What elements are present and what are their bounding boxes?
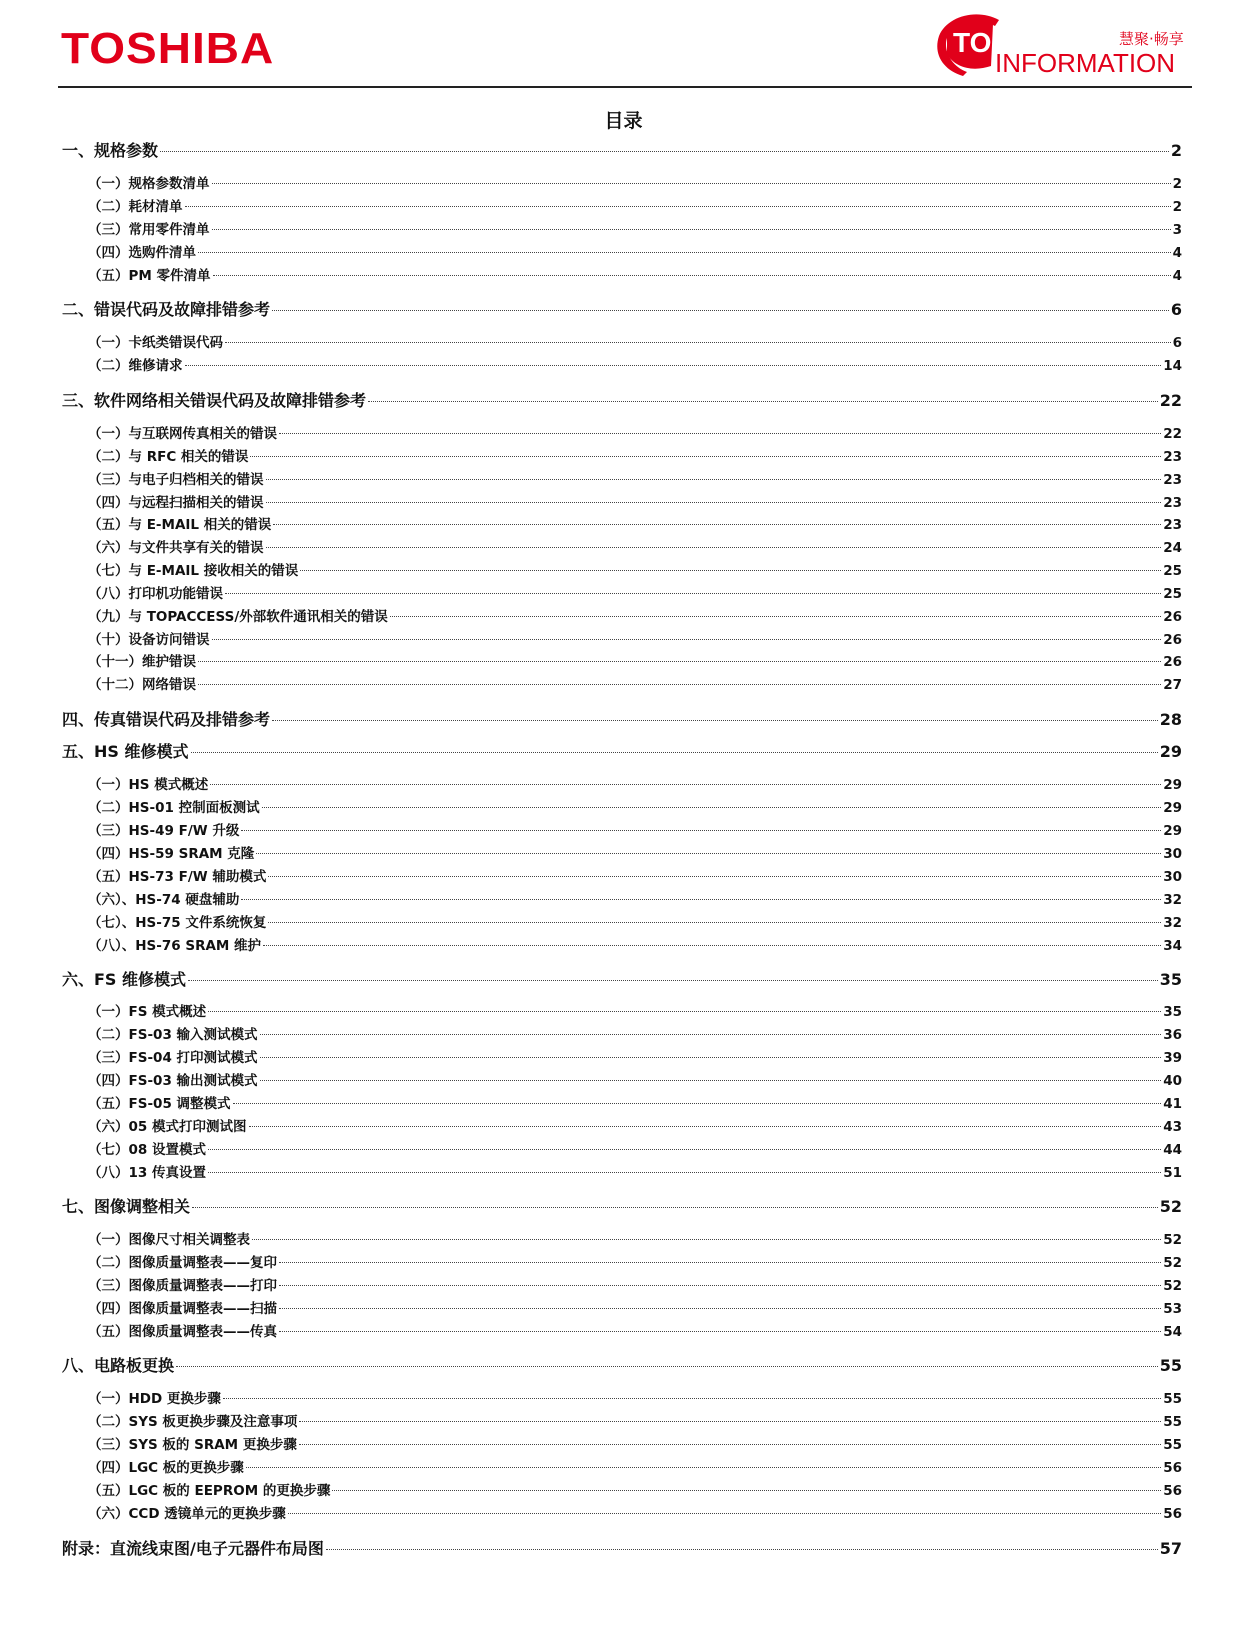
toc-entry-label: （三）常用零件清单 [88, 222, 210, 238]
dot-leader [212, 229, 1171, 230]
dot-leader [223, 1398, 1161, 1399]
toc-entry-page: 24 [1163, 540, 1182, 556]
dot-leader [299, 1421, 1161, 1422]
toc-subsection[interactable] [88, 865, 1182, 885]
dot-leader [198, 661, 1161, 662]
toc-entry-page: 6 [1170, 300, 1182, 319]
toc-entry-label: （一）HDD 更换步骤 [88, 1391, 221, 1407]
dot-leader [249, 1126, 1162, 1127]
dot-leader [299, 1444, 1161, 1445]
toc-entry-label: （一）FS 模式概述 [88, 1004, 207, 1020]
toc-entry-page: 30 [1163, 846, 1182, 862]
toc-entry-page: 56 [1163, 1460, 1182, 1476]
toc-entry-label: （六）、HS-74 硬盘辅助 [88, 892, 240, 908]
toc-subsection[interactable] [88, 1138, 1182, 1158]
toc-subsection[interactable] [88, 1161, 1182, 1181]
toc-entry-page: 35 [1159, 970, 1182, 989]
toc-subsection[interactable] [88, 1433, 1182, 1453]
toc-entry-label: （二）SYS 板更换步骤及注意事项 [88, 1414, 298, 1430]
toc-entry-page: 29 [1163, 823, 1182, 839]
toc-entry-page: 51 [1163, 1165, 1182, 1181]
toc-entry-label: （七）、HS-75 文件系统恢复 [88, 915, 267, 931]
dot-leader [268, 876, 1161, 877]
toc-entry-page: 52 [1159, 1197, 1182, 1216]
toc-entry-page: 2 [1170, 141, 1182, 160]
toc-entry-label: （七）08 设置模式 [88, 1142, 206, 1158]
toc-entry-label: （四）HS-59 SRAM 克隆 [88, 846, 255, 862]
toc-subsection[interactable] [88, 1502, 1182, 1522]
toc-entry-page: 34 [1163, 938, 1182, 954]
toc-entry-label: （三）图像质量调整表——打印 [88, 1278, 277, 1294]
toc-entry-page: 40 [1163, 1073, 1182, 1089]
toc-entry-label: （八）13 传真设置 [88, 1165, 206, 1181]
toc-entry-label: 一、规格参数 [62, 141, 159, 160]
dot-leader [225, 593, 1161, 594]
toc-subsection[interactable] [88, 1069, 1182, 1089]
toc-entry-page: 26 [1163, 632, 1182, 648]
toc-section[interactable] [62, 1194, 1182, 1217]
toc-subsection[interactable] [88, 1297, 1182, 1317]
toc-entry-page: 23 [1163, 517, 1182, 533]
toc-entry-label: （八）、HS-76 SRAM 维护 [88, 938, 262, 954]
dot-leader [263, 945, 1161, 946]
toc-entry-label: （五）图像质量调整表——传真 [88, 1324, 277, 1340]
toc-entry-page: 23 [1163, 472, 1182, 488]
toc-entry-label: （五）LGC 板的 EEPROM 的更换步骤 [88, 1483, 331, 1499]
toc-entry-page: 2 [1172, 199, 1182, 215]
toc-subsection[interactable] [88, 819, 1182, 839]
toc-subsection[interactable] [88, 1456, 1182, 1476]
dot-leader [260, 1057, 1162, 1058]
dot-leader [390, 616, 1161, 617]
toc-entry-page: 4 [1172, 268, 1182, 284]
dot-leader [279, 1308, 1161, 1309]
toc-section[interactable] [62, 1536, 1182, 1559]
toc-section[interactable] [62, 967, 1182, 990]
toc-entry-label: （四）与远程扫描相关的错误 [88, 495, 264, 511]
dot-leader [198, 684, 1161, 685]
dot-leader [192, 1207, 1158, 1208]
toc-entry-label: （一）卡纸类错误代码 [88, 335, 223, 351]
dot-leader [225, 342, 1171, 343]
toc-entry-page: 52 [1163, 1278, 1182, 1294]
toc-entry-page: 32 [1163, 892, 1182, 908]
toc-entry-page: 2 [1172, 176, 1182, 192]
toc-entry-label: （十一）维护错误 [88, 654, 196, 670]
toc-entry-page: 14 [1163, 358, 1182, 374]
dot-leader [288, 1513, 1161, 1514]
dot-leader [262, 807, 1162, 808]
toc-subsection[interactable] [88, 911, 1182, 931]
dot-leader [241, 899, 1161, 900]
toc-entry-page: 29 [1159, 742, 1182, 761]
toc-entry-label: （二）维修请求 [88, 358, 183, 374]
toc-entry-label: （五）HS-73 F/W 辅助模式 [88, 869, 267, 885]
toc-subsection[interactable] [88, 536, 1182, 556]
toc-entry-label: （五）FS-05 调整模式 [88, 1096, 231, 1112]
slogan-top-text: TOGETHER [953, 27, 1109, 58]
toc-subsection[interactable] [88, 331, 1182, 351]
toc-entry-page: 29 [1163, 800, 1182, 816]
toc-section[interactable] [62, 739, 1182, 762]
toc-subsection[interactable] [88, 1115, 1182, 1135]
toc-entry-label: （一）规格参数清单 [88, 176, 210, 192]
toc-subsection[interactable] [88, 195, 1182, 215]
toc-subsection[interactable] [88, 934, 1182, 954]
toc-entry-label: （二）与 RFC 相关的错误 [88, 449, 249, 465]
toc-entry-label: （三）SYS 板的 SRAM 更换步骤 [88, 1437, 297, 1453]
toc-entry-label: （二）HS-01 控制面板测试 [88, 800, 260, 816]
toc-entry-page: 32 [1163, 915, 1182, 931]
toc-entry-page: 55 [1163, 1437, 1182, 1453]
toc-entry-label: （八）打印机功能错误 [88, 586, 223, 602]
dot-leader [213, 275, 1171, 276]
slogan-bottom-text: INFORMATION [995, 48, 1176, 78]
dot-leader [279, 433, 1161, 434]
dot-leader [212, 639, 1162, 640]
dot-leader [279, 1331, 1161, 1332]
toc-entry-label: （一）图像尺寸相关调整表 [88, 1232, 250, 1248]
toc-entry-page: 55 [1163, 1391, 1182, 1407]
toc-subsection[interactable] [88, 1228, 1182, 1248]
dot-leader [191, 752, 1158, 753]
dot-leader [176, 1366, 1158, 1367]
dot-leader [272, 720, 1158, 721]
toc-entry-label: 二、错误代码及故障排错参考 [62, 300, 271, 319]
toc-entry-page: 30 [1163, 869, 1182, 885]
toc-entry-label: 三、软件网络相关错误代码及故障排错参考 [62, 391, 367, 410]
toc-entry-label: 四、传真错误代码及排错参考 [62, 710, 271, 729]
toc-subsection[interactable] [88, 264, 1182, 284]
dot-leader [256, 853, 1161, 854]
dot-leader [279, 1262, 1161, 1263]
dot-leader [266, 502, 1162, 503]
toc-entry-label: （十）设备访问错误 [88, 632, 210, 648]
toc-entry-label: （五）与 E-MAIL 相关的错误 [88, 517, 272, 533]
toc-entry-page: 29 [1163, 777, 1182, 793]
toc-section[interactable] [62, 138, 1182, 161]
toc-entry-label: （四）LGC 板的更换步骤 [88, 1460, 244, 1476]
toc-entry-label: （一）与互联网传真相关的错误 [88, 426, 277, 442]
toc-entry-page: 26 [1163, 609, 1182, 625]
toc-entry-label: （三）FS-04 打印测试模式 [88, 1050, 258, 1066]
toc-entry-label: （一）HS 模式概述 [88, 777, 209, 793]
toc-entry-page: 39 [1163, 1050, 1182, 1066]
dot-leader [252, 1239, 1161, 1240]
toc-entry-label: （四）图像质量调整表——扫描 [88, 1301, 277, 1317]
toc-section[interactable] [62, 388, 1182, 411]
toc-entry-page: 52 [1163, 1255, 1182, 1271]
toc-entry-label: 八、电路板更换 [62, 1356, 175, 1375]
toc-entry-page: 41 [1163, 1096, 1182, 1112]
toc-entry-page: 3 [1172, 222, 1182, 238]
toc-title: 目录 [604, 110, 643, 132]
toc-subsection[interactable] [88, 888, 1182, 908]
toc-entry-page: 28 [1159, 710, 1182, 729]
toc-subsection[interactable] [88, 422, 1182, 442]
dot-leader [273, 524, 1161, 525]
toc-subsection[interactable] [88, 1410, 1182, 1430]
dot-leader [160, 151, 1169, 152]
toc-subsection[interactable] [88, 1092, 1182, 1112]
toc-entry-label: （二）图像质量调整表——复印 [88, 1255, 277, 1271]
toc-entry-page: 43 [1163, 1119, 1182, 1135]
dot-leader [266, 547, 1162, 548]
dot-leader [208, 1011, 1161, 1012]
dot-leader [279, 1285, 1161, 1286]
toc-entry-page: 56 [1163, 1483, 1182, 1499]
toc-subsection[interactable] [88, 559, 1182, 579]
toc-entry-label: 六、FS 维修模式 [62, 970, 187, 989]
dot-leader [332, 1490, 1161, 1491]
toc-entry-page: 57 [1159, 1539, 1182, 1558]
toc-subsection[interactable] [88, 1387, 1182, 1407]
dot-leader [233, 1103, 1162, 1104]
dot-leader [260, 1080, 1162, 1081]
dot-leader [300, 570, 1161, 571]
toc-subsection[interactable] [88, 445, 1182, 465]
dot-leader [208, 1149, 1161, 1150]
toc-entry-page: 25 [1163, 586, 1182, 602]
toc-subsection[interactable] [88, 628, 1182, 648]
toc-entry-label: （二）FS-03 输入测试模式 [88, 1027, 258, 1043]
toc-subsection[interactable] [88, 241, 1182, 261]
dot-leader [185, 206, 1171, 207]
dot-leader [268, 922, 1161, 923]
toc-entry-page: 23 [1163, 449, 1182, 465]
toc-entry-page: 36 [1163, 1027, 1182, 1043]
dot-leader [198, 252, 1171, 253]
toc-entry-page: 35 [1163, 1004, 1182, 1020]
toc-entry-label: （十二）网络错误 [88, 677, 196, 693]
toc-entry-label: （二）耗材清单 [88, 199, 183, 215]
toc-subsection[interactable] [88, 796, 1182, 816]
toc-subsection[interactable] [88, 1320, 1182, 1340]
toc-subsection[interactable] [88, 354, 1182, 374]
dot-leader [241, 830, 1161, 831]
toc-section[interactable] [62, 707, 1182, 730]
toc-subsection[interactable] [88, 673, 1182, 693]
toc-entry-label: （六）与文件共享有关的错误 [88, 540, 264, 556]
toshiba-logo: TOSHIBA [61, 22, 275, 73]
toc-entry-page: 25 [1163, 563, 1182, 579]
toc-subsection[interactable] [88, 582, 1182, 602]
toc-entry-page: 55 [1163, 1414, 1182, 1430]
dot-leader [210, 784, 1161, 785]
toc-entry-page: 22 [1163, 426, 1182, 442]
dot-leader [272, 310, 1169, 311]
dot-leader [212, 183, 1171, 184]
toc-entry-label: （四）FS-03 输出测试模式 [88, 1073, 258, 1089]
dot-leader [185, 365, 1162, 366]
toc-section[interactable] [62, 1353, 1182, 1376]
toc-subsection[interactable] [88, 1046, 1182, 1066]
dot-leader [208, 1172, 1161, 1173]
toc-entry-label: 七、图像调整相关 [62, 1197, 191, 1216]
toc-section[interactable] [62, 297, 1182, 320]
toc-entry-label: 附录：直流线束图/电子元器件布局图 [62, 1539, 324, 1558]
toc-entry-label: （三）HS-49 F/W 升级 [88, 823, 240, 839]
toc-subsection[interactable] [88, 172, 1182, 192]
toc-subsection[interactable] [88, 842, 1182, 862]
toc-entry-page: 26 [1163, 654, 1182, 670]
toc-entry-page: 54 [1163, 1324, 1182, 1340]
toc-entry-label: （七）与 E-MAIL 接收相关的错误 [88, 563, 299, 579]
toc-subsection[interactable] [88, 218, 1182, 238]
toc-entry-page: 55 [1159, 1356, 1182, 1375]
toc-entry-label: （九）与 TOPACCESS/外部软件通讯相关的错误 [88, 609, 388, 625]
toc-entry-page: 4 [1172, 245, 1182, 261]
toc-subsection[interactable] [88, 1000, 1182, 1020]
toc-entry-label: （六）05 模式打印测试图 [88, 1119, 247, 1135]
dot-leader [188, 980, 1158, 981]
toc-entry-page: 27 [1163, 677, 1182, 693]
dot-leader [250, 456, 1161, 457]
toc-subsection[interactable] [88, 650, 1182, 670]
toc-subsection[interactable] [88, 468, 1182, 488]
toc-subsection[interactable] [88, 1274, 1182, 1294]
dot-leader [266, 479, 1162, 480]
dot-leader [260, 1034, 1162, 1035]
toc-subsection[interactable] [88, 605, 1182, 625]
toc-entry-page: 22 [1159, 391, 1182, 410]
dot-leader [326, 1549, 1158, 1550]
toc-entry-label: （四）选购件清单 [88, 245, 196, 261]
toc-entry-page: 23 [1163, 495, 1182, 511]
toc-subsection[interactable] [88, 1023, 1182, 1043]
toc-entry-page: 56 [1163, 1506, 1182, 1522]
toc-entry-page: 53 [1163, 1301, 1182, 1317]
toc-entry-page: 52 [1163, 1232, 1182, 1248]
slogan-chinese-text: 慧聚·畅享 [1119, 30, 1184, 48]
toc-subsection[interactable] [88, 513, 1182, 533]
toc-entry-page: 6 [1172, 335, 1182, 351]
dot-leader [368, 401, 1158, 402]
toc-subsection[interactable] [88, 1479, 1182, 1499]
dot-leader [246, 1467, 1161, 1468]
toc-subsection[interactable] [88, 491, 1182, 511]
toc-entry-label: （三）与电子归档相关的错误 [88, 472, 264, 488]
toc-entry-label: （六）CCD 透镜单元的更换步骤 [88, 1506, 286, 1522]
toc-subsection[interactable] [88, 773, 1182, 793]
toc-entry-label: （五）PM 零件清单 [88, 268, 211, 284]
toc-entry-page: 44 [1163, 1142, 1182, 1158]
toc-subsection[interactable] [88, 1251, 1182, 1271]
toc-entry-label: 五、HS 维修模式 [62, 742, 189, 761]
